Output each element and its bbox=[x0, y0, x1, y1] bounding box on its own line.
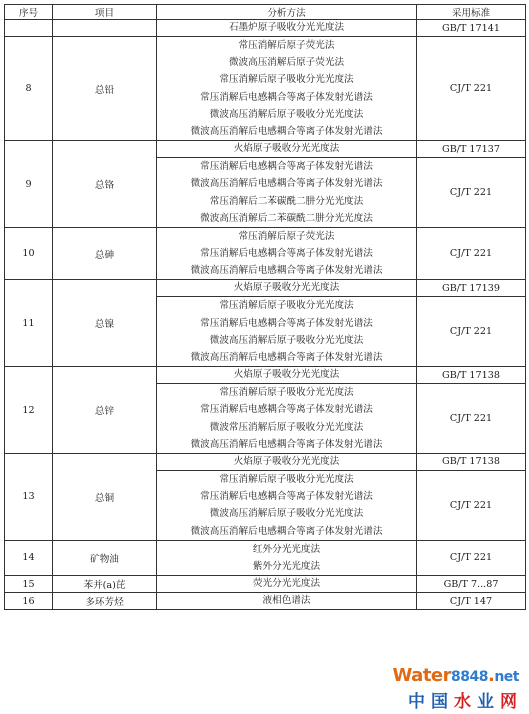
method-cell bbox=[157, 297, 417, 367]
method-line: 微波高压消解后原子荧光法 bbox=[228, 57, 345, 69]
method-line: 火焰原子吸收分光光度法 bbox=[233, 455, 340, 467]
method-line: 常压消解后电感耦合等离子体发射光谱法 bbox=[200, 91, 373, 103]
table-row bbox=[5, 593, 526, 610]
method-line: 常压消解后电感耦合等离子体发射光谱法 bbox=[200, 248, 373, 260]
method-cell bbox=[157, 593, 417, 610]
watermark-logo bbox=[392, 665, 525, 712]
row-item: 多环芳烃 bbox=[53, 593, 157, 610]
standard-cell: CJ/T 221 bbox=[417, 158, 526, 228]
col-index-header: 序号 bbox=[5, 5, 53, 20]
method-line: 微波高压消解后原子吸收分光光度法 bbox=[209, 508, 364, 520]
method-line: 微波高压消解后电感耦合等离子体发射光谱法 bbox=[190, 125, 383, 137]
method-line: 火焰原子吸收分光光度法 bbox=[233, 143, 340, 155]
method-cell bbox=[157, 280, 417, 297]
row-item: 总铅 bbox=[53, 37, 157, 141]
method-line: 常压消解后电感耦合等离子体发射光谱法 bbox=[200, 491, 373, 503]
table-row bbox=[5, 227, 526, 280]
standard-cell: CJ/T 221 bbox=[417, 384, 526, 454]
method-line: 常压消解后原子吸收分光光度法 bbox=[219, 473, 354, 485]
method-line: 液相色谱法 bbox=[262, 595, 311, 607]
method-line: 常压消解后原子荧光法 bbox=[238, 230, 335, 242]
watermark-cn: 中国水业网 bbox=[408, 692, 523, 712]
standard-cell: CJ/T 221 bbox=[417, 227, 526, 280]
table-row bbox=[5, 20, 526, 37]
row-item: 总铬 bbox=[53, 141, 157, 228]
table-row bbox=[5, 367, 526, 384]
row-item: 总铜 bbox=[53, 453, 157, 540]
row-index: 10 bbox=[5, 227, 53, 280]
row-index: 11 bbox=[5, 280, 53, 367]
row-index: 12 bbox=[5, 367, 53, 454]
table-row bbox=[5, 540, 526, 575]
standard-cell: CJ/T 147 bbox=[417, 593, 526, 610]
method-line: 微波高压消解后电感耦合等离子体发射光谱法 bbox=[190, 525, 383, 537]
col-item-header: 项目 bbox=[53, 5, 157, 20]
analysis-methods-table bbox=[4, 4, 526, 610]
table-header-row bbox=[5, 5, 526, 20]
method-cell bbox=[157, 20, 417, 37]
method-line: 常压消解后二苯碳酰二肼分光光度法 bbox=[209, 195, 364, 207]
standard-cell: GB/T 17138 bbox=[417, 367, 526, 384]
method-cell bbox=[157, 227, 417, 280]
table-row bbox=[5, 453, 526, 470]
row-item: 总镍 bbox=[53, 280, 157, 367]
method-line: 火焰原子吸收分光光度法 bbox=[233, 369, 340, 381]
method-line: 微波高压消解后原子吸收分光光度法 bbox=[209, 334, 364, 346]
method-line: 常压消解后电感耦合等离子体发射光谱法 bbox=[200, 317, 373, 329]
row-item: 矿物油 bbox=[53, 540, 157, 575]
method-cell bbox=[157, 453, 417, 470]
method-cell bbox=[157, 576, 417, 593]
table-row bbox=[5, 280, 526, 297]
standard-cell: GB/T 7...87 bbox=[417, 576, 526, 593]
method-cell bbox=[157, 37, 417, 141]
method-line: 微波常压消解后原子吸收分光光度法 bbox=[209, 421, 364, 433]
standard-cell: GB/T 17138 bbox=[417, 453, 526, 470]
method-cell bbox=[157, 141, 417, 158]
row-index: 9 bbox=[5, 141, 53, 228]
col-standard-header: 采用标准 bbox=[417, 5, 526, 20]
method-line: 石墨炉原子吸收分光光度法 bbox=[228, 22, 345, 33]
method-line: 红外分光光度法 bbox=[252, 543, 321, 555]
table-row bbox=[5, 37, 526, 141]
method-cell bbox=[157, 540, 417, 575]
row-item: 苯并(a)芘 bbox=[53, 576, 157, 593]
standard-cell: GB/T 17137 bbox=[417, 141, 526, 158]
table-row bbox=[5, 576, 526, 593]
method-cell bbox=[157, 367, 417, 384]
standard-cell: GB/T 17139 bbox=[417, 280, 526, 297]
method-cell bbox=[157, 470, 417, 540]
method-line: 常压消解后原子吸收分光光度法 bbox=[219, 300, 354, 312]
method-line: 微波高压消解后电感耦合等离子体发射光谱法 bbox=[190, 265, 383, 277]
row-index: 14 bbox=[5, 540, 53, 575]
method-line: 常压消解后原子荧光法 bbox=[238, 40, 335, 51]
method-line: 微波高压消解后二苯碳酰二肼分光光度法 bbox=[200, 212, 373, 224]
table-row bbox=[5, 141, 526, 158]
method-line: 荧光分光光度法 bbox=[252, 578, 321, 590]
method-line: 火焰原子吸收分光光度法 bbox=[233, 282, 340, 294]
method-line: 常压消解后原子吸收分光光度法 bbox=[219, 387, 354, 399]
row-item: 总锌 bbox=[53, 367, 157, 454]
row-index: 16 bbox=[5, 593, 53, 610]
row-index: 13 bbox=[5, 453, 53, 540]
method-line: 微波高压消解后电感耦合等离子体发射光谱法 bbox=[190, 438, 383, 450]
method-cell bbox=[157, 384, 417, 454]
row-index: 8 bbox=[5, 37, 53, 141]
row-index bbox=[5, 20, 53, 37]
method-line: 紫外分光光度法 bbox=[252, 560, 321, 572]
row-item: 总砷 bbox=[53, 227, 157, 280]
standard-cell: CJ/T 221 bbox=[417, 37, 526, 141]
method-line: 常压消解后原子吸收分光光度法 bbox=[219, 74, 354, 86]
row-item bbox=[53, 20, 157, 37]
watermark-brand: Water8848.net bbox=[392, 665, 519, 686]
standard-cell: CJ/T 221 bbox=[417, 470, 526, 540]
method-line: 微波高压消解后原子吸收分光光度法 bbox=[209, 108, 364, 120]
method-cell bbox=[157, 158, 417, 228]
method-line: 常压消解后电感耦合等离子体发射光谱法 bbox=[200, 404, 373, 416]
method-line: 微波高压消解后电感耦合等离子体发射光谱法 bbox=[190, 178, 383, 190]
standard-cell: GB/T 17141 bbox=[417, 20, 526, 37]
standard-cell: CJ/T 221 bbox=[417, 297, 526, 367]
method-line: 微波高压消解后电感耦合等离子体发射光谱法 bbox=[190, 352, 383, 363]
col-method-header: 分析方法 bbox=[157, 5, 417, 20]
method-line: 常压消解后电感耦合等离子体发射光谱法 bbox=[200, 161, 373, 173]
row-index: 15 bbox=[5, 576, 53, 593]
standard-cell: CJ/T 221 bbox=[417, 540, 526, 575]
